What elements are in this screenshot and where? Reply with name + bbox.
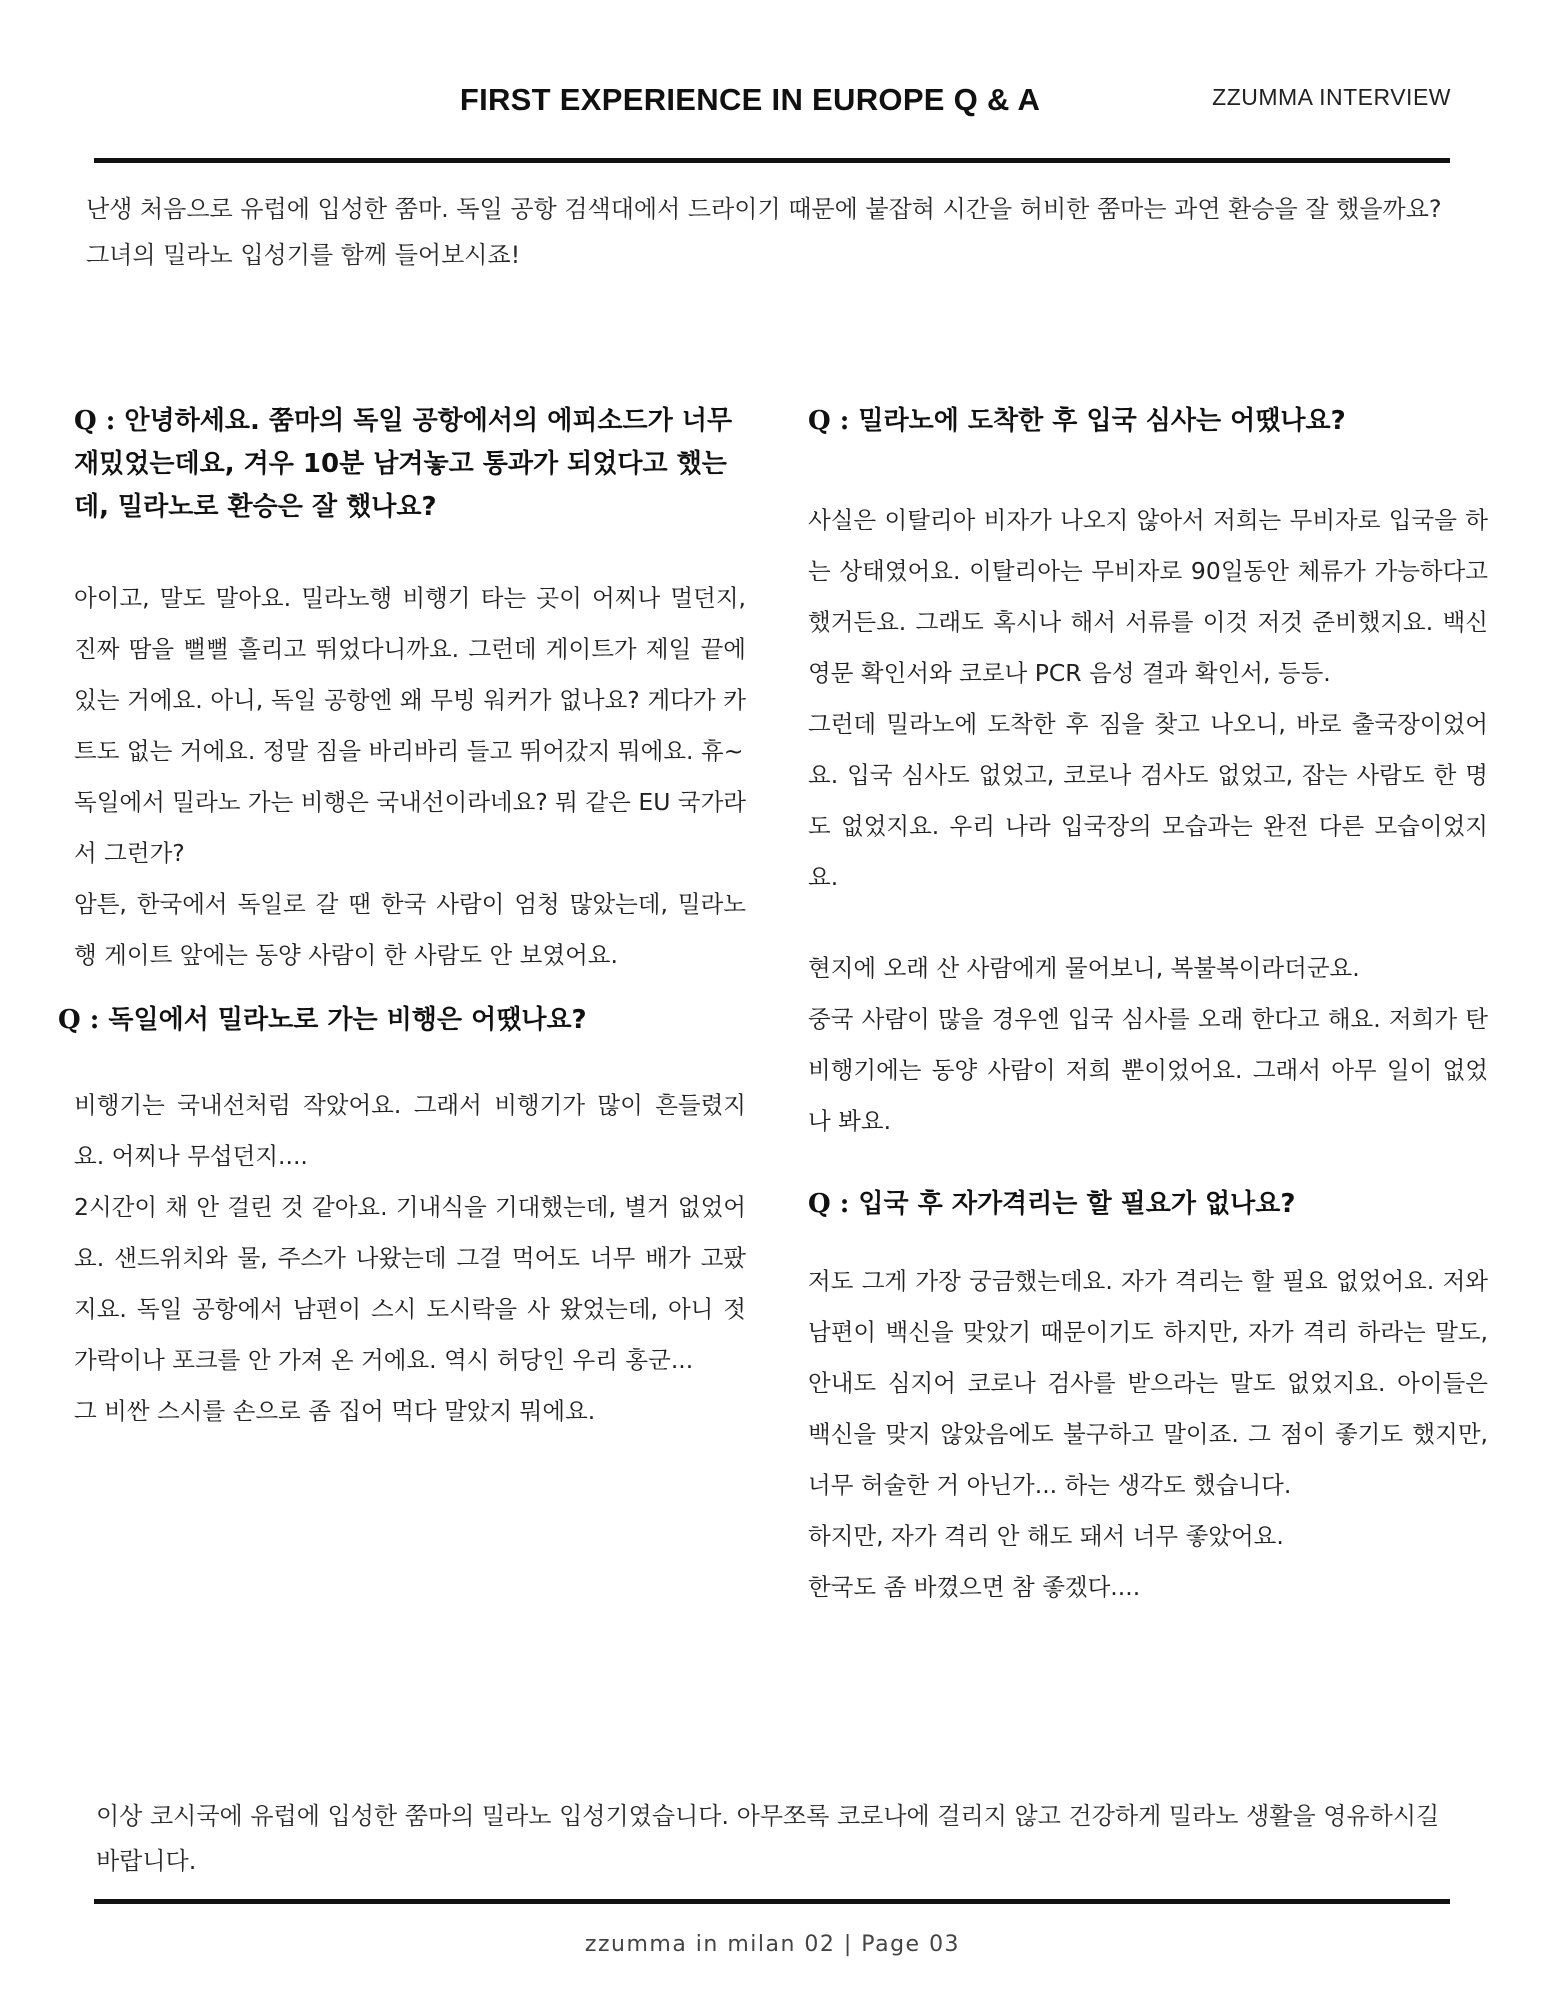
answer-body: [808, 1256, 1488, 1613]
question-label: Q :: [808, 1189, 850, 1219]
right-column: [808, 400, 1488, 1613]
question-heading: [74, 400, 746, 529]
answer-paragraph: 저도 그게 가장 궁금했는데요. 자가 격리는 할 필요 없었어요. 저와 남편이 백신을 맞았기 때문이기도 하지만, 자가 격리 하라는 말도, 안내도 심지어 코로나 검사를 받으라는 말도 없었지요. 아이들은 백신을 맞지 않았음에도 불구하고 말이죠. 그 점이 좋기도 했지만, 너무 허술한 거 아닌가... 하는 생각도 했습니다.: [808, 1267, 1488, 1499]
question-text: 독일에서 밀라노로 가는 비행은 어땠나요?: [108, 1005, 587, 1035]
qa-block-4: [808, 1183, 1488, 1613]
answer-paragraph: 2시간이 채 안 걸린 것 같아요. 기내식을 기대했는데, 별거 없었어요. 샌드위치와 물, 주스가 나왔는데 그걸 먹어도 너무 배가 고팠지요. 독일 공항에서 남편이 스시 도시락을 사 왔었는데, 아니 젓가락이나 포크를 안 가져 온 거에요. 역시 허당인 우리 홍군...: [74, 1193, 746, 1374]
page-title: FIRST EXPERIENCE IN EUROPE Q & A: [459, 82, 1041, 117]
answer-body: [808, 495, 1488, 1147]
qa-block-2: [58, 999, 746, 1042]
left-column: [58, 400, 746, 1437]
answer-body: [74, 1080, 746, 1437]
top-divider: [94, 158, 1450, 163]
answer-paragraph: 독일에서 밀라노 가는 비행은 국내선이라네요? 뭐 같은 EU 국가라서 그런가?: [74, 788, 746, 867]
intro-paragraph: 난생 처음으로 유럽에 입성한 쭘마. 독일 공항 검색대에서 드라이기 때문에 붙잡혀 시간을 허비한 쭘마는 과연 환승을 잘 했을까요? 그녀의 밀라노 입성기를 함께 들어보시죠!: [86, 195, 1442, 269]
answer-body: [74, 573, 746, 981]
bottom-divider: [94, 1899, 1450, 1904]
question-label: Q :: [808, 406, 850, 436]
question-text: 밀라노에 도착한 후 입국 심사는 어땠나요?: [858, 406, 1346, 436]
question-label: Q :: [58, 1005, 100, 1035]
answer-paragraph: 그 비싼 스시를 손으로 좀 집어 먹다 말았지 뭐에요.: [74, 1397, 596, 1425]
answer-paragraph: 한국도 좀 바꼈으면 참 좋겠다....: [808, 1573, 1141, 1601]
answer-paragraph: 중국 사람이 많을 경우엔 입국 심사를 오래 한다고 해요. 저희가 탄 비행기에는 동양 사람이 저희 뿐이었어요. 그래서 아무 일이 없었나 봐요.: [808, 1005, 1488, 1135]
answer-paragraph: 암튼, 한국에서 독일로 갈 땐 한국 사람이 엄청 많았는데, 밀라노행 게이트 앞에는 동양 사람이 한 사람도 안 보였어요.: [74, 890, 746, 969]
question-heading: [808, 1183, 1488, 1226]
page-footer: zzumma in milan 02 | Page 03: [584, 1932, 961, 1957]
question-heading: [58, 999, 746, 1042]
question-text: 안녕하세요. 쭘마의 독일 공항에서의 에피소드가 너무 재밌었는데요, 겨우 10분 남겨놓고 통과가 되었다고 했는데, 밀라노로 환승은 잘 했나요?: [74, 406, 733, 522]
qa-block-3: [808, 400, 1488, 1147]
question-text: 입국 후 자가격리는 할 필요가 없나요?: [858, 1189, 1296, 1219]
question-heading: [808, 400, 1488, 443]
answer-paragraph: 아이고, 말도 말아요. 밀라노행 비행기 타는 곳이 어찌나 멀던지, 진짜 땀을 뻘뻘 흘리고 뛰었다니까요. 그런데 게이트가 제일 끝에 있는 거에요. 아니, 독일 공항엔 왜 무빙 워커가 없나요? 게다가 카트도 없는 거에요. 정말 짐을 바리바리 들고 뛰어갔지 뭐에요. 휴~: [74, 584, 746, 765]
answer-paragraph: 하지만, 자가 격리 안 해도 돼서 너무 좋았어요.: [808, 1522, 1284, 1550]
answer-paragraph: 현지에 오래 산 사람에게 물어보니, 복불복이라더군요.: [808, 954, 1360, 982]
answer-paragraph: 그런데 밀라노에 도착한 후 짐을 찾고 나오니, 바로 출국장이었어요. 입국 심사도 없었고, 코로나 검사도 없었고, 잡는 사람도 한 명도 없었지요. 우리 나라 입국장의 모습과는 완전 다른 모습이었지요.: [808, 710, 1488, 891]
answer-paragraph: 비행기는 국내선처럼 작았어요. 그래서 비행기가 많이 흔들렸지요. 어찌나 무섭던지....: [74, 1091, 746, 1170]
qa-block-1: [74, 400, 746, 981]
interview-tag: ZZUMMA INTERVIEW: [1212, 84, 1451, 110]
closing-paragraph: 이상 코시국에 유럽에 입성한 쭘마의 밀라노 입성기였습니다. 아무쪼록 코로나에 걸리지 않고 건강하게 밀라노 생활을 영유하시길 바랍니다.: [96, 1802, 1440, 1875]
answer-paragraph: 사실은 이탈리아 비자가 나오지 않아서 저희는 무비자로 입국을 하는 상태였어요. 이탈리아는 무비자로 90일동안 체류가 가능하다고 했거든요. 그래도 혹시나 해서 서류를 이것 저것 준비했지요. 백신 영문 확인서와 코로나 PCR 음성 결과 확인서, 등등.: [808, 506, 1488, 687]
question-label: Q :: [74, 406, 116, 436]
